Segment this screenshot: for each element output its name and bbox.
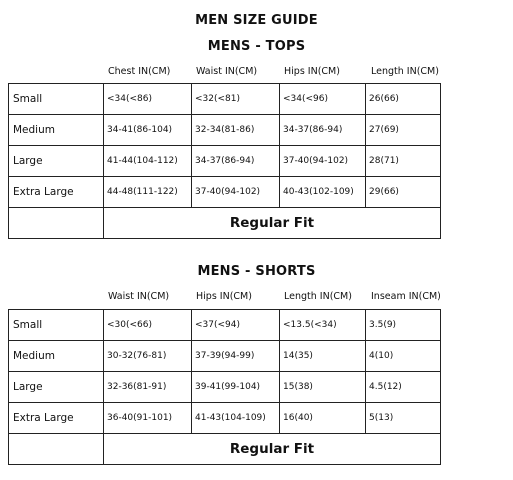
size-label: Large: [9, 146, 104, 177]
table-cell: 26(66): [366, 84, 441, 115]
shorts-header-waist: Waist IN(CM): [108, 291, 170, 302]
size-label: Small: [9, 310, 104, 341]
shorts-header-inseam: Inseam IN(CM): [371, 291, 441, 302]
table-cell: 37-39(94-99): [192, 341, 280, 372]
shorts-size-table: [8, 309, 441, 465]
table-row: [9, 341, 441, 372]
table-row: [9, 84, 441, 115]
fit-row: [9, 208, 441, 239]
table-cell: 39-41(99-104): [192, 372, 280, 403]
table-cell: 4.5(12): [366, 372, 441, 403]
shorts-section-title: MENS - SHORTS: [197, 264, 316, 279]
table-row: [9, 310, 441, 341]
blank-cell: [9, 208, 104, 239]
table-cell: 16(40): [280, 403, 366, 434]
table-cell: 34-37(86-94): [280, 115, 366, 146]
shorts-header-hips: Hips IN(CM): [196, 291, 252, 302]
table-cell: <34(<86): [104, 84, 192, 115]
table-cell: 40-43(102-109): [280, 177, 366, 208]
table-cell: 29(66): [366, 177, 441, 208]
tops-fit-label: Regular Fit: [104, 208, 441, 239]
size-label: Medium: [9, 341, 104, 372]
table-row: [9, 372, 441, 403]
table-cell: 4(10): [366, 341, 441, 372]
table-cell: <30(<66): [104, 310, 192, 341]
shorts-header-length: Length IN(CM): [284, 291, 352, 302]
tops-header-chest: Chest IN(CM): [108, 66, 171, 77]
shorts-fit-label: Regular Fit: [104, 434, 441, 465]
table-cell: 36-40(91-101): [104, 403, 192, 434]
table-cell: <37(<94): [192, 310, 280, 341]
blank-cell: [9, 434, 104, 465]
table-row: [9, 115, 441, 146]
table-cell: 3.5(9): [366, 310, 441, 341]
table-cell: 28(71): [366, 146, 441, 177]
tops-header-length: Length IN(CM): [371, 66, 439, 77]
table-cell: 30-32(76-81): [104, 341, 192, 372]
table-cell: 32-36(81-91): [104, 372, 192, 403]
tops-section-title: MENS - TOPS: [207, 39, 306, 54]
table-cell: 34-41(86-104): [104, 115, 192, 146]
table-cell: <32(<81): [192, 84, 280, 115]
tops-header-waist: Waist IN(CM): [196, 66, 258, 77]
tops-size-table: [8, 83, 441, 239]
table-cell: 41-43(104-109): [192, 403, 280, 434]
table-row: [9, 177, 441, 208]
fit-row: [9, 434, 441, 465]
table-row: [9, 403, 441, 434]
size-label: Large: [9, 372, 104, 403]
table-cell: <34(<96): [280, 84, 366, 115]
table-cell: 5(13): [366, 403, 441, 434]
table-cell: 37-40(94-102): [192, 177, 280, 208]
size-label: Extra Large: [9, 403, 104, 434]
table-cell: <13.5(<34): [280, 310, 366, 341]
table-cell: 27(69): [366, 115, 441, 146]
size-guide-title: MEN SIZE GUIDE: [195, 13, 318, 28]
table-cell: 37-40(94-102): [280, 146, 366, 177]
table-cell: 14(35): [280, 341, 366, 372]
size-label: Small: [9, 84, 104, 115]
table-cell: 32-34(81-86): [192, 115, 280, 146]
table-cell: 44-48(111-122): [104, 177, 192, 208]
table-cell: 15(38): [280, 372, 366, 403]
table-cell: 34-37(86-94): [192, 146, 280, 177]
tops-header-hips: Hips IN(CM): [284, 66, 340, 77]
size-label: Medium: [9, 115, 104, 146]
size-label: Extra Large: [9, 177, 104, 208]
table-row: [9, 146, 441, 177]
table-cell: 41-44(104-112): [104, 146, 192, 177]
